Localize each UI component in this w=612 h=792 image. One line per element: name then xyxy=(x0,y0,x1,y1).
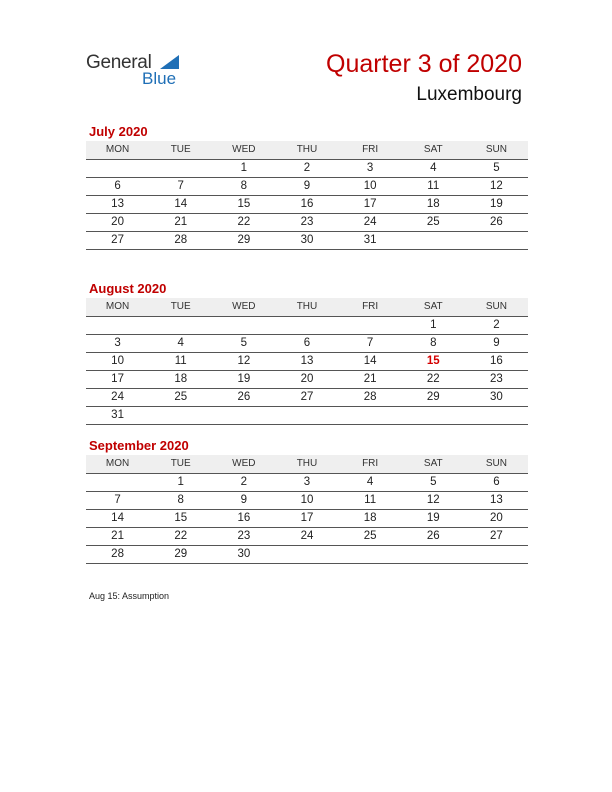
day-cell: 2 xyxy=(303,162,311,174)
weekday-label: TUE xyxy=(170,144,191,155)
empty-day-cell xyxy=(149,407,212,424)
day-cell: 20 xyxy=(300,373,314,385)
month-title: July 2020 xyxy=(89,124,148,139)
week-row xyxy=(86,389,528,407)
month-block-august xyxy=(86,280,528,425)
day-cell: 3 xyxy=(303,476,311,488)
empty-day-cell xyxy=(339,407,402,424)
month-weeks xyxy=(86,474,528,564)
day-cell: 8 xyxy=(240,180,248,192)
day-cell: 20 xyxy=(111,216,124,228)
day-cell: 19 xyxy=(426,512,440,524)
weekday-header xyxy=(86,455,528,474)
month-block-september xyxy=(86,437,528,564)
empty-day-cell xyxy=(339,546,402,563)
weekday-label: WED xyxy=(232,144,256,155)
weekday-label: THU xyxy=(296,301,318,312)
day-cell: 4 xyxy=(177,337,184,349)
day-cell: 13 xyxy=(111,198,124,210)
weekday-label: MON xyxy=(105,144,130,155)
day-cell: 4 xyxy=(430,162,437,174)
day-cell: 8 xyxy=(177,494,184,506)
empty-day-cell xyxy=(465,232,528,249)
month-weeks xyxy=(86,317,528,425)
day-cell: 23 xyxy=(300,216,314,228)
week-row xyxy=(86,492,528,510)
week-row xyxy=(86,528,528,546)
day-cell: 22 xyxy=(174,530,188,542)
empty-day-cell xyxy=(275,317,338,334)
week-row xyxy=(86,371,528,389)
day-cell: 1 xyxy=(430,319,437,331)
week-row xyxy=(86,178,528,196)
day-cell: 29 xyxy=(237,234,251,246)
day-cell: 1 xyxy=(177,476,184,488)
day-cell: 10 xyxy=(111,355,124,367)
week-row xyxy=(86,335,528,353)
day-cell: 8 xyxy=(430,337,437,349)
month-title: August 2020 xyxy=(89,281,167,296)
day-cell: 19 xyxy=(237,373,251,385)
day-cell: 17 xyxy=(111,373,124,385)
empty-day-cell xyxy=(465,546,528,563)
day-cell: 6 xyxy=(114,180,121,192)
day-cell: 9 xyxy=(493,337,500,349)
day-cell: 24 xyxy=(300,530,314,542)
day-cell: 25 xyxy=(426,216,440,228)
day-cell: 14 xyxy=(174,198,188,210)
day-cell: 26 xyxy=(490,216,503,228)
day-cell: 6 xyxy=(303,337,311,349)
day-cell: 11 xyxy=(427,180,440,192)
weekday-label: SUN xyxy=(485,144,507,155)
week-row xyxy=(86,214,528,232)
day-cell: 5 xyxy=(240,337,248,349)
empty-day-cell xyxy=(212,407,275,424)
day-cell: 30 xyxy=(237,548,251,560)
day-cell: 28 xyxy=(363,391,377,403)
day-cell: 18 xyxy=(426,198,440,210)
day-cell: 27 xyxy=(300,391,314,403)
weekday-header xyxy=(86,141,528,160)
day-cell: 31 xyxy=(363,234,377,246)
day-cell: 10 xyxy=(300,494,314,506)
week-row xyxy=(86,474,528,492)
day-cell: 22 xyxy=(426,373,440,385)
day-cell: 9 xyxy=(240,494,248,506)
day-cell: 10 xyxy=(363,180,377,192)
holiday-day-cell: 15 xyxy=(426,355,440,367)
day-cell: 27 xyxy=(490,530,503,542)
country-name: Luxembourg xyxy=(416,84,522,105)
day-cell: 16 xyxy=(237,512,251,524)
empty-day-cell xyxy=(86,317,149,334)
day-cell: 14 xyxy=(363,355,377,367)
week-row xyxy=(86,196,528,214)
day-cell: 26 xyxy=(237,391,251,403)
weekday-label: THU xyxy=(296,144,318,155)
day-cell: 24 xyxy=(363,216,377,228)
day-cell: 13 xyxy=(490,494,503,506)
weekday-label: WED xyxy=(232,301,256,312)
weekday-label: TUE xyxy=(170,458,191,469)
day-cell: 5 xyxy=(493,162,500,174)
day-cell: 26 xyxy=(426,530,440,542)
day-cell: 23 xyxy=(490,373,503,385)
day-cell: 2 xyxy=(240,476,248,488)
day-cell: 21 xyxy=(363,373,377,385)
empty-day-cell xyxy=(86,474,149,491)
empty-day-cell xyxy=(402,232,465,249)
day-cell: 12 xyxy=(490,180,503,192)
day-cell: 28 xyxy=(174,234,188,246)
month-block-july xyxy=(86,123,528,250)
week-row xyxy=(86,510,528,528)
day-cell: 21 xyxy=(111,530,124,542)
weekday-label: THU xyxy=(296,458,318,469)
day-cell: 7 xyxy=(177,180,184,192)
week-row xyxy=(86,353,528,371)
week-row xyxy=(86,160,528,178)
day-cell: 1 xyxy=(240,162,248,174)
day-cell: 3 xyxy=(114,337,121,349)
day-cell: 15 xyxy=(237,198,251,210)
day-cell: 18 xyxy=(174,373,188,385)
day-cell: 22 xyxy=(237,216,251,228)
week-row xyxy=(86,407,528,425)
weekday-label: SAT xyxy=(423,144,443,155)
empty-day-cell xyxy=(339,317,402,334)
day-cell: 16 xyxy=(300,198,314,210)
week-row xyxy=(86,232,528,250)
month-weeks xyxy=(86,160,528,250)
day-cell: 31 xyxy=(111,409,124,421)
day-cell: 29 xyxy=(426,391,440,403)
holiday-note: Aug 15: Assumption xyxy=(89,591,170,601)
day-cell: 17 xyxy=(300,512,314,524)
weekday-label: MON xyxy=(105,458,130,469)
day-cell: 20 xyxy=(490,512,503,524)
empty-day-cell xyxy=(149,317,212,334)
empty-day-cell xyxy=(402,407,465,424)
empty-day-cell xyxy=(465,407,528,424)
logo-text-general: General xyxy=(86,52,152,73)
weekday-label: FRI xyxy=(362,144,379,155)
day-cell: 6 xyxy=(493,476,500,488)
day-cell: 16 xyxy=(490,355,503,367)
day-cell: 27 xyxy=(111,234,124,246)
day-cell: 7 xyxy=(366,337,374,349)
empty-day-cell xyxy=(275,407,338,424)
day-cell: 17 xyxy=(363,198,377,210)
day-cell: 13 xyxy=(300,355,314,367)
day-cell: 30 xyxy=(300,234,314,246)
day-cell: 12 xyxy=(426,494,440,506)
logo-triangle-icon xyxy=(160,55,179,69)
empty-day-cell xyxy=(402,546,465,563)
weekday-label: WED xyxy=(232,458,256,469)
day-cell: 18 xyxy=(363,512,377,524)
day-cell: 4 xyxy=(366,476,374,488)
logo-text-blue: Blue xyxy=(142,69,177,88)
weekday-label: SAT xyxy=(423,458,443,469)
day-cell: 3 xyxy=(366,162,374,174)
day-cell: 9 xyxy=(303,180,311,192)
day-cell: 30 xyxy=(490,391,503,403)
generalblue-logo xyxy=(86,52,196,92)
day-cell: 11 xyxy=(174,355,187,367)
month-title: September 2020 xyxy=(89,438,189,453)
day-cell: 28 xyxy=(111,548,124,560)
day-cell: 21 xyxy=(174,216,188,228)
day-cell: 14 xyxy=(111,512,124,524)
day-cell: 12 xyxy=(237,355,251,367)
empty-day-cell xyxy=(149,160,212,177)
day-cell: 5 xyxy=(430,476,437,488)
day-cell: 2 xyxy=(493,319,500,331)
day-cell: 25 xyxy=(174,391,188,403)
day-cell: 15 xyxy=(174,512,188,524)
day-cell: 23 xyxy=(237,530,251,542)
weekday-label: FRI xyxy=(362,458,379,469)
day-cell: 19 xyxy=(490,198,503,210)
week-row xyxy=(86,546,528,564)
empty-day-cell xyxy=(212,317,275,334)
empty-day-cell xyxy=(86,160,149,177)
weekday-label: SUN xyxy=(485,458,507,469)
day-cell: 7 xyxy=(114,494,121,506)
weekday-label: SAT xyxy=(423,301,443,312)
weekday-label: FRI xyxy=(362,301,379,312)
empty-day-cell xyxy=(275,546,338,563)
day-cell: 29 xyxy=(174,548,188,560)
day-cell: 24 xyxy=(111,391,124,403)
weekday-label: TUE xyxy=(170,301,191,312)
week-row xyxy=(86,317,528,335)
day-cell: 25 xyxy=(363,530,377,542)
weekday-label: MON xyxy=(105,301,130,312)
weekday-header xyxy=(86,298,528,317)
page-title: Quarter 3 of 2020 xyxy=(326,50,522,78)
weekday-label: SUN xyxy=(485,301,507,312)
day-cell: 11 xyxy=(364,494,377,506)
